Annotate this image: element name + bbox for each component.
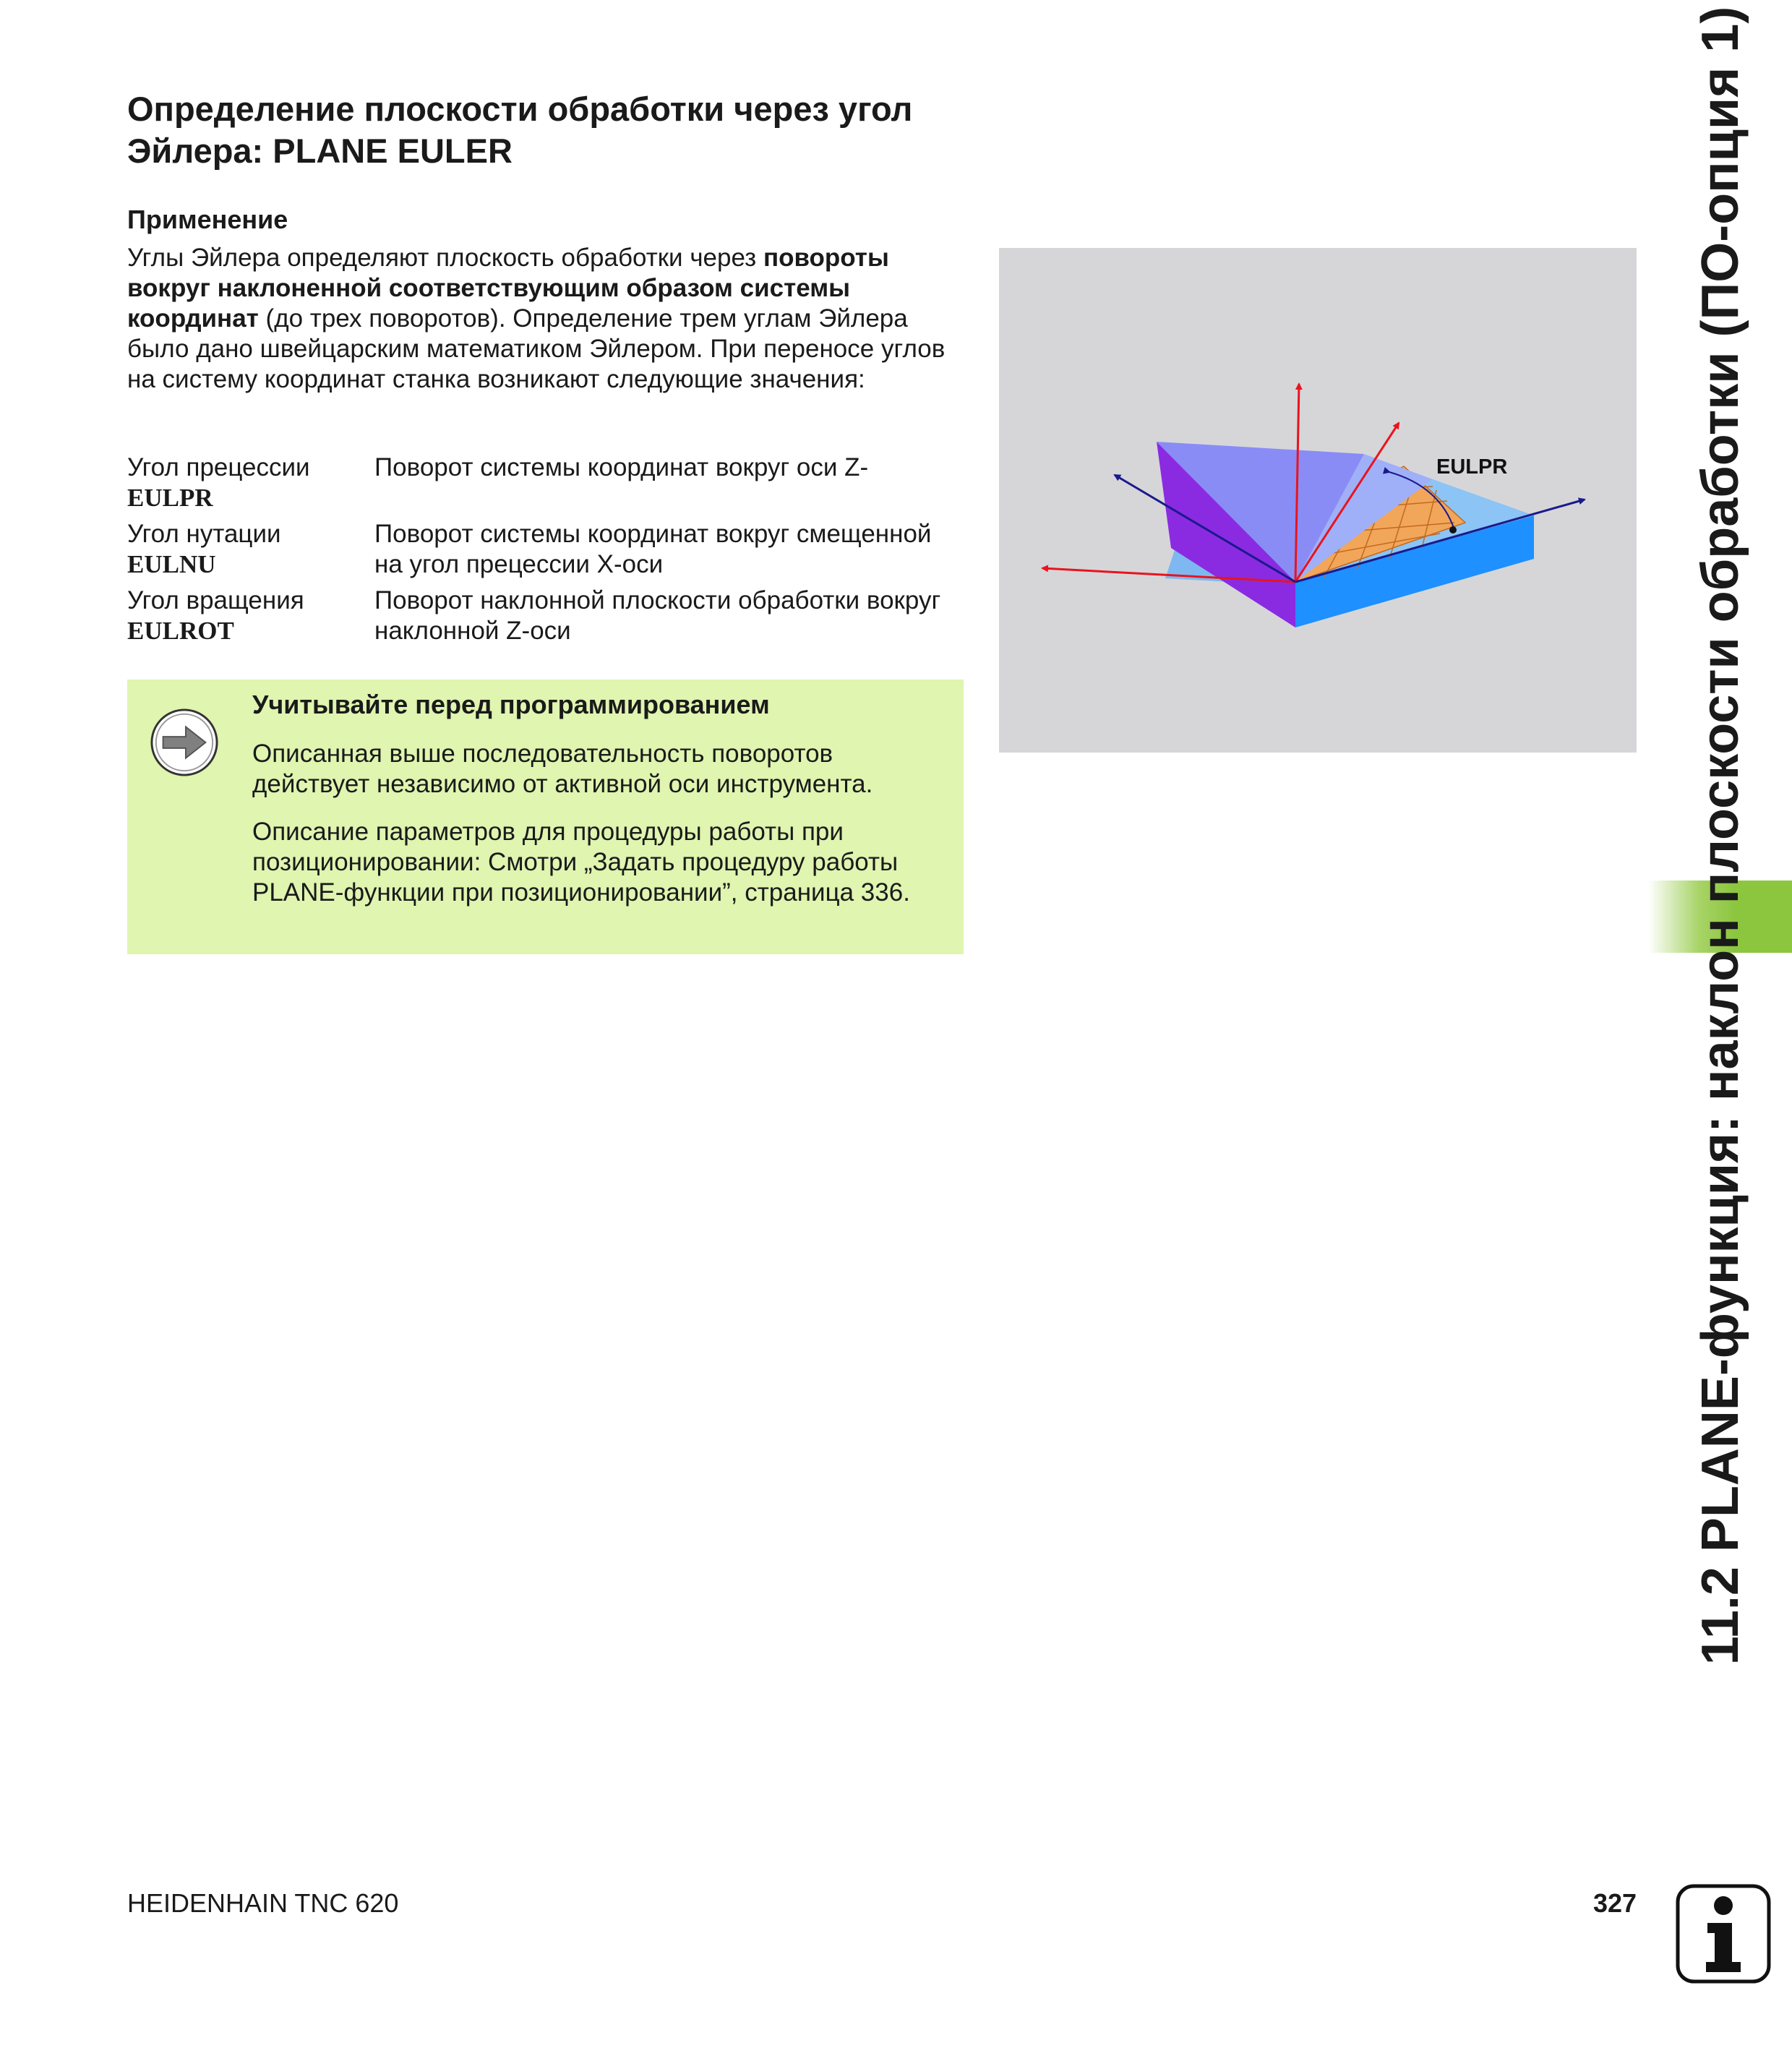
term-code: EULNU [127, 550, 216, 578]
intro-text-bold: повороты вокруг наклоненной соответствующим образом системы координат [127, 244, 889, 333]
page-number: 327 [1593, 1888, 1637, 1918]
figure-drawing [999, 248, 1637, 753]
chapter-side-title: 11.2 PLANE-функция: наклон плоскости обработки (ПО-опция 1) [1692, 6, 1749, 1666]
definition-description: Поворот системы координат вокруг смещенной на угол прецессии X-оси [374, 520, 932, 578]
definition-description: Поворот системы координат вокруг оси Z- [374, 453, 869, 481]
intro-text-2: (до трех поворотов). Определение трем углам Эйлера было дано швейцарским математиком Эйлером. При переносе углов на систему координат станка возникают следующие значения: [127, 304, 946, 393]
section-heading: Применение [127, 205, 288, 234]
definition-term [127, 453, 366, 513]
definition-term [127, 519, 366, 580]
term-label: Угол нутации [127, 520, 281, 548]
footer-product: HEIDENHAIN TNC 620 [127, 1888, 399, 1918]
term-code: EULPR [127, 484, 213, 512]
definition-description: Поворот наклонной плоскости обработки вокруг наклонной Z-оси [374, 586, 941, 645]
info-icon [1676, 1884, 1771, 1984]
note-paragraph: Описание параметров для процедуры работы при позиционировании: Смотри „Задать процедуру работы PLANE-функции при позиционировании”, страница 336. [252, 818, 910, 907]
term-label: Угол вращения [127, 586, 304, 614]
note-box [127, 680, 964, 954]
note-title: Учитывайте перед программированием [252, 690, 770, 719]
arrow-right-circle-icon [149, 707, 220, 778]
term-label: Угол прецессии [127, 453, 310, 481]
arc-point [1449, 526, 1457, 534]
euler-angle-figure [999, 248, 1637, 753]
definition-term [127, 586, 366, 646]
note-paragraph: Описанная выше последовательность поворотов действует независимо от активной оси инструмента. [252, 740, 873, 798]
figure-label-eulpr: EULPR [1436, 455, 1508, 479]
page-title: Определение плоскости обработки через угол Эйлера: PLANE EULER [127, 90, 913, 170]
term-code: EULROT [127, 617, 234, 645]
intro-text-1: Углы Эйлера определяют плоскость обработки через [127, 244, 763, 272]
intro-paragraph [127, 243, 966, 395]
